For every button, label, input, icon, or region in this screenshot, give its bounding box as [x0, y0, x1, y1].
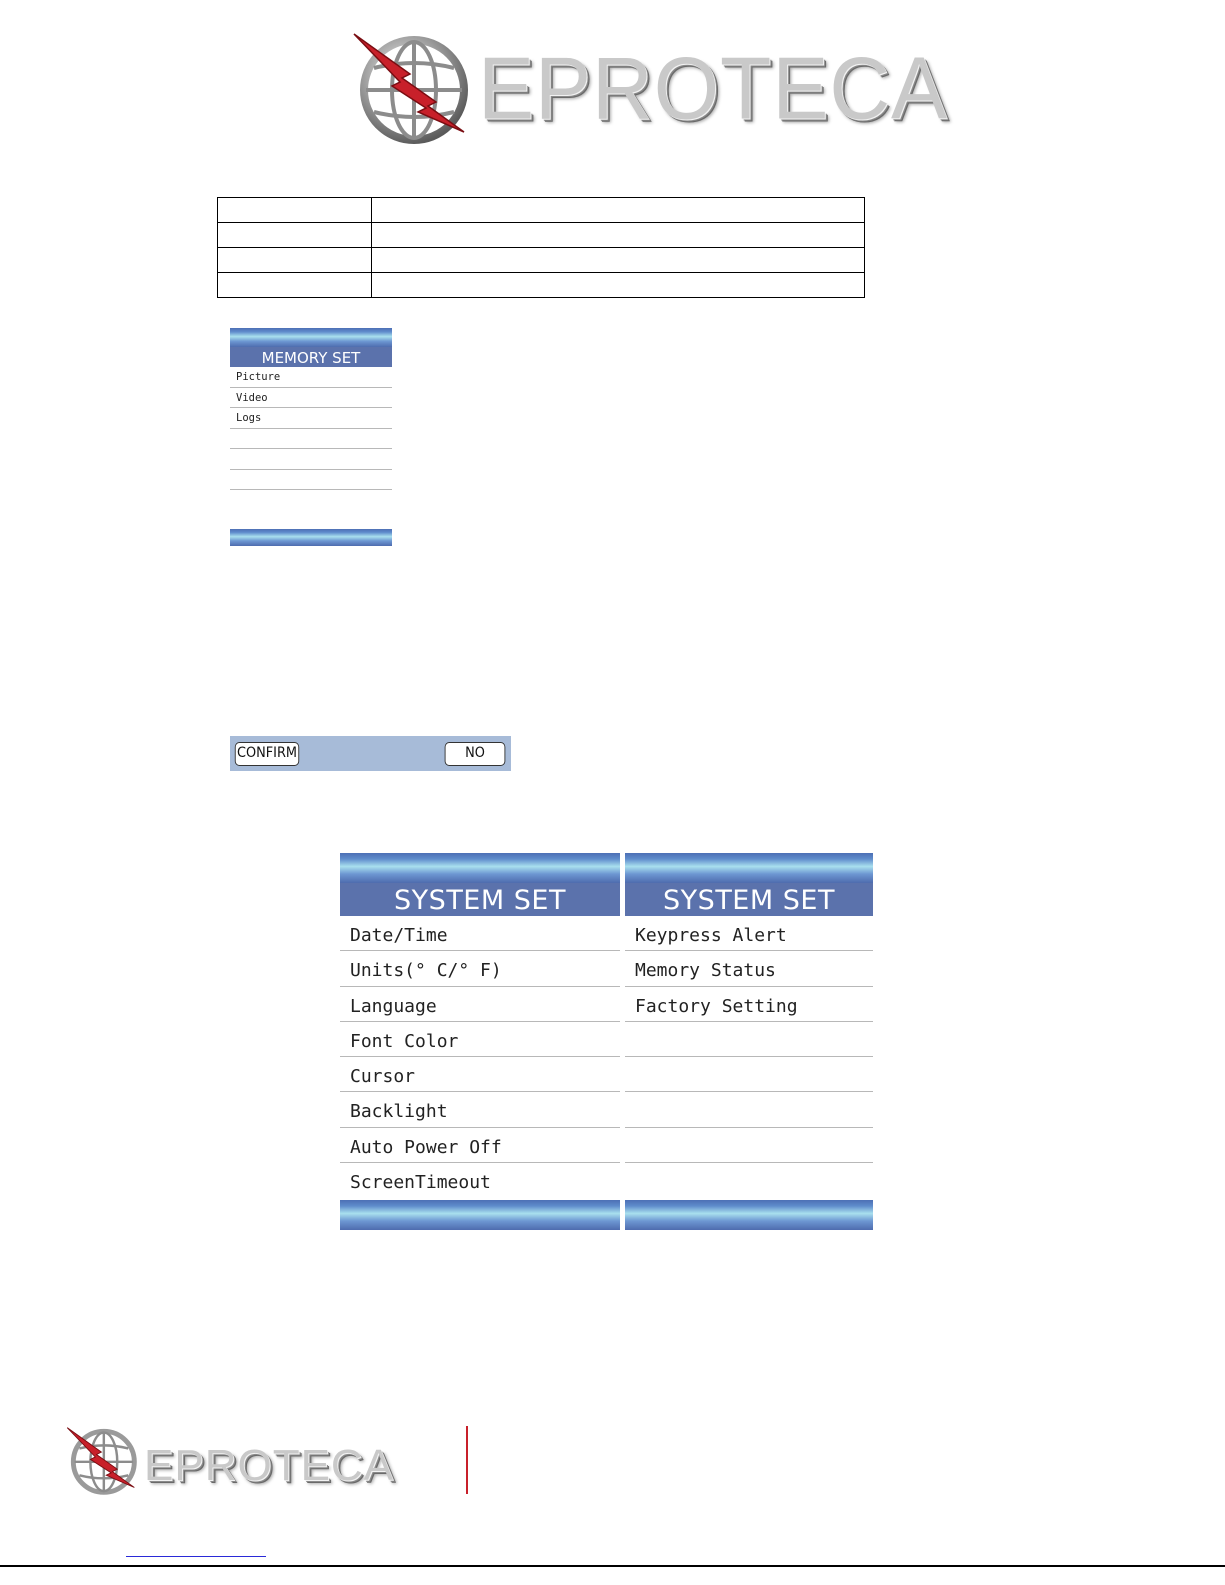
memory-set-menu [230, 328, 392, 546]
menu-item-font-color[interactable]: Font Color [340, 1022, 620, 1057]
menu-footer-gradient [230, 529, 392, 546]
table-row [218, 248, 865, 273]
menu-item-empty [625, 1022, 873, 1057]
menu-header-gradient [230, 328, 392, 347]
menu-item-empty [230, 470, 392, 491]
globe-lightning-icon [66, 1424, 138, 1496]
system-set-menu-page1 [340, 853, 620, 1230]
menu-header-gradient [625, 853, 873, 883]
menu-item-empty [625, 1163, 873, 1198]
confirm-dialog-bar [230, 736, 511, 771]
table-cell [218, 223, 372, 248]
menu-header-gradient [340, 853, 620, 883]
table-row [218, 198, 865, 223]
memory-menu-list [230, 367, 392, 511]
no-button[interactable]: NO [445, 742, 506, 766]
menu-item-factory-setting[interactable]: Factory Setting [625, 987, 873, 1022]
menu-item-picture[interactable]: Picture [230, 367, 392, 388]
menu-item-video[interactable]: Video [230, 388, 392, 409]
brand-wordmark: EPROTECA [478, 38, 949, 138]
system-menu-list [340, 916, 620, 1198]
menu-item-keypress-alert[interactable]: Keypress Alert [625, 916, 873, 951]
menu-item-backlight[interactable]: Backlight [340, 1092, 620, 1127]
menu-item-empty [230, 490, 392, 511]
menu-footer-gradient [340, 1200, 620, 1230]
menu-item-date-time[interactable]: Date/Time [340, 916, 620, 951]
menu-item-logs[interactable]: Logs [230, 408, 392, 429]
menu-item-empty [230, 449, 392, 470]
menu-item-memory-status[interactable]: Memory Status [625, 951, 873, 986]
menu-item-empty [230, 429, 392, 450]
menu-item-auto-power-off[interactable]: Auto Power Off [340, 1128, 620, 1163]
system-set-menu-page2 [625, 853, 873, 1230]
header-logo [352, 28, 949, 148]
menu-item-units[interactable]: Units(° C/° F) [340, 951, 620, 986]
system-menu-list [625, 916, 873, 1198]
menu-title: SYSTEM SET [625, 883, 873, 916]
footer-logo [66, 1424, 406, 1498]
table-cell [372, 223, 865, 248]
brand-wordmark-footer: EPROTECA [144, 1441, 395, 1490]
menu-item-empty [625, 1057, 873, 1092]
menu-title: MEMORY SET [230, 347, 392, 367]
menu-footer-gradient [625, 1200, 873, 1230]
spec-table [217, 197, 865, 298]
globe-lightning-icon [352, 28, 470, 146]
table-cell [372, 273, 865, 298]
menu-item-language[interactable]: Language [340, 987, 620, 1022]
table-cell [372, 248, 865, 273]
page-bottom-rule [0, 1565, 1225, 1567]
footer-link-underline[interactable] [126, 1556, 266, 1557]
table-cell [218, 248, 372, 273]
table-cell [218, 273, 372, 298]
table-cell [372, 198, 865, 223]
menu-item-cursor[interactable]: Cursor [340, 1057, 620, 1092]
menu-item-empty [625, 1092, 873, 1127]
menu-item-empty [625, 1128, 873, 1163]
menu-item-screen-timeout[interactable]: ScreenTimeout [350, 1172, 491, 1194]
menu-title: SYSTEM SET [340, 883, 620, 916]
table-row [218, 223, 865, 248]
footer-divider [466, 1426, 468, 1494]
table-row [218, 273, 865, 298]
table-cell [218, 198, 372, 223]
confirm-button[interactable]: CONFIRM [235, 742, 299, 766]
